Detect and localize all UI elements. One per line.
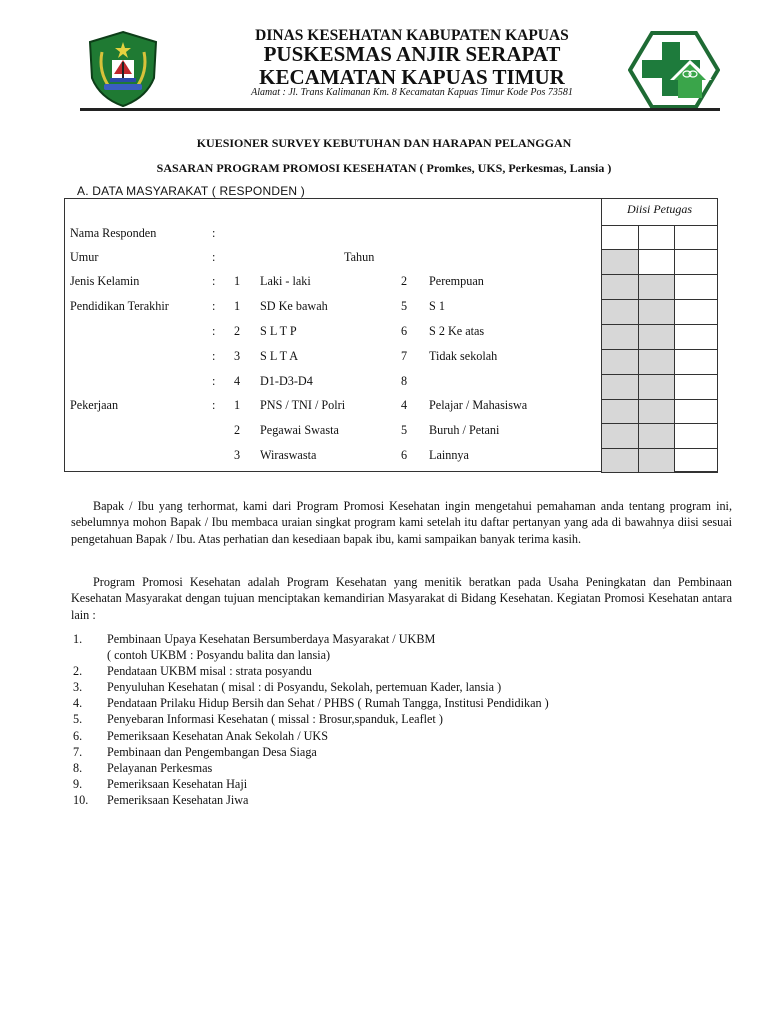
option-female[interactable]: Perempuan [429, 274, 484, 288]
list-number: 8. [73, 760, 83, 775]
program-paragraph: Program Promosi Kesehatan adalah Program Kesehatan yang menitik beratkan pada Usaha Peningkatan dan Pembinaan Kesehatan Masyarakat dengan tujuan menciptakan kemandirian Masyarakat di Bidang Kesehatan. Kegiatan Promosi Kesehatan antara lain : [71, 575, 732, 622]
district-name: KECAMATAN KAPUAS TIMUR [259, 65, 565, 89]
officer-cell[interactable] [601, 225, 639, 250]
officer-cell[interactable] [674, 249, 718, 275]
list-text: Pemeriksaan Kesehatan Anak Sekolah / UKS [107, 728, 329, 743]
officer-cell[interactable] [638, 225, 675, 250]
list-text: Pembinaan Upaya Kesehatan Bersumberdaya Masyarakat / UKBM [107, 632, 436, 646]
agency-name: DINAS KESEHATAN KABUPATEN KAPUAS [255, 27, 569, 44]
officer-grid [601, 198, 718, 473]
list-text: Pemeriksaan Kesehatan Haji [107, 776, 248, 791]
option-number: 1 [234, 398, 241, 412]
list-item [73, 695, 549, 711]
pendidikan-colon: : [212, 324, 216, 338]
list-item [73, 679, 549, 695]
list-item [73, 663, 549, 679]
nama-input[interactable] [225, 224, 590, 242]
umur-colon: : [212, 250, 216, 264]
option-number: 2 [234, 423, 241, 437]
officer-cell[interactable] [674, 423, 718, 449]
officer-cell-shaded [638, 423, 675, 449]
option-education[interactable]: Tidak sekolah [429, 349, 498, 363]
officer-grid-header: Diisi Petugas [601, 198, 718, 226]
pekerjaan-label: Pekerjaan [70, 398, 119, 412]
list-text: Penyebaran Informasi Kesehatan ( missal : Brosur,spanduk, Leaflet ) [107, 712, 443, 727]
option-education[interactable]: SD Ke bawah [260, 299, 328, 313]
list-text: Penyuluhan Kesehatan ( misal : di Posyandu, Sekolah, pertemuan Kader, lansia ) [107, 680, 502, 695]
option-education[interactable]: S L T P [260, 324, 297, 338]
list-item [73, 631, 549, 647]
officer-cell[interactable] [638, 249, 675, 275]
list-text: Pendataan UKBM misal : strata posyandu [107, 664, 312, 679]
officer-cell[interactable] [674, 299, 718, 325]
option-number: 5 [401, 299, 408, 313]
list-number: 5. [73, 712, 83, 727]
section-a-heading: A. DATA MASYARAKAT ( RESPONDEN ) [77, 184, 305, 198]
officer-cell[interactable] [674, 324, 718, 350]
list-number: 9. [73, 776, 83, 791]
option-number: 6 [401, 324, 408, 338]
kapuas-emblem-icon [86, 30, 160, 108]
officer-cell[interactable] [674, 448, 718, 473]
pendidikan-colon: : [212, 349, 216, 363]
address: Alamat : Jl. Trans Kalimanan Km. 8 Kecamatan Kapuas Timur Kode Pos 73581 [251, 87, 573, 98]
list-text: Pendataan Prilaku Hidup Bersih dan Sehat / PHBS ( Rumah Tangga, Institusi Pendidikan ) [107, 696, 549, 711]
officer-cell[interactable] [674, 349, 718, 375]
officer-cell[interactable] [674, 374, 718, 400]
officer-cell-shaded [601, 399, 639, 424]
option-number: 4 [401, 398, 408, 412]
option-number: 3 [234, 448, 241, 462]
list-subtext: ( contoh UKBM : Posyandu balita dan lansia) [107, 648, 331, 663]
officer-cell-shaded [601, 299, 639, 325]
option-education[interactable]: S L T A [260, 349, 299, 363]
option-number: 2 [234, 324, 241, 338]
officer-cell-shaded [638, 399, 675, 424]
list-text: Pemeriksaan Kesehatan Jiwa [107, 792, 249, 807]
list-number: 10. [73, 792, 89, 807]
option-education[interactable]: S 2 Ke atas [429, 324, 485, 338]
questionnaire-subtitle: SASARAN PROGRAM PROMOSI KESEHATAN ( Promkes, UKS, Perkesmas, Lansia ) [156, 161, 612, 175]
list-number: 4. [73, 696, 83, 711]
option-number: 3 [234, 349, 241, 363]
officer-cell-shaded [638, 448, 675, 473]
officer-cell-shaded [601, 349, 639, 375]
activities-list [73, 631, 549, 808]
option-number: 1 [234, 299, 241, 313]
officer-cell[interactable] [674, 274, 718, 300]
umur-unit: Tahun [344, 250, 375, 264]
list-text: Pembinaan dan Pengembangan Desa Siaga [107, 744, 317, 759]
puskesmas-logo-icon [628, 30, 720, 110]
pendidikan-colon: : [212, 299, 216, 313]
option-occupation[interactable]: Wiraswasta [260, 448, 317, 462]
officer-cell[interactable] [674, 399, 718, 424]
list-number: 6. [73, 728, 83, 743]
officer-cell-shaded [601, 274, 639, 300]
nama-colon: : [212, 226, 216, 240]
officer-cell[interactable] [674, 225, 718, 250]
jenis-kelamin-colon: : [212, 274, 216, 288]
officer-cell-shaded [638, 324, 675, 350]
officer-cell-shaded [638, 299, 675, 325]
officer-cell-shaded [601, 249, 639, 275]
list-item [73, 792, 549, 808]
option-number: 5 [401, 423, 408, 437]
option-occupation[interactable]: Pelajar / Mahasiswa [429, 398, 528, 412]
nama-label: Nama Responden [70, 226, 157, 240]
option-number: 8 [401, 374, 408, 388]
option-number: 1 [234, 274, 241, 288]
list-item-continuation [73, 647, 549, 663]
list-item [73, 744, 549, 760]
officer-cell-shaded [601, 423, 639, 449]
list-number: 1. [73, 632, 83, 646]
officer-cell-shaded [601, 374, 639, 400]
pendidikan-colon: : [212, 374, 216, 388]
option-number: 7 [401, 349, 408, 363]
officer-cell-shaded [638, 274, 675, 300]
option-education[interactable]: S 1 [429, 299, 445, 313]
list-number: 7. [73, 744, 83, 759]
option-number: 2 [401, 274, 408, 288]
intro-paragraph: Bapak / Ibu yang terhormat, kami dari Program Promosi Kesehatan ingin mengetahui pemahaman anda tentang program ini, sebelumnya mohon Bapak / Ibu membaca uraian singkat program kami setelah itu daftar pertanyan yang ada di bawahnya diisi sesuai pengetahuan Bapak / Ibu. Atas perhatian dan kesediaan bapak ibu, kami sampaikan banyak terima kasih. [71, 499, 732, 546]
list-item [73, 776, 549, 792]
list-item [73, 711, 549, 727]
officer-cell-shaded [601, 448, 639, 473]
officer-cell-shaded [601, 324, 639, 350]
facility-name: PUSKESMAS ANJIR SERAPAT [263, 42, 561, 66]
option-occupation[interactable]: Buruh / Petani [429, 423, 500, 437]
umur-label: Umur [70, 250, 99, 264]
option-occupation[interactable]: PNS / TNI / Polri [260, 398, 346, 412]
officer-cell-shaded [638, 349, 675, 375]
pekerjaan-colon: : [212, 398, 216, 412]
option-number: 4 [234, 374, 241, 388]
list-item [73, 760, 549, 776]
header-rule [80, 108, 720, 111]
option-number: 6 [401, 448, 408, 462]
option-occupation[interactable]: Pegawai Swasta [260, 423, 339, 437]
officer-cell-shaded [638, 374, 675, 400]
list-number: 2. [73, 664, 83, 679]
option-occupation[interactable]: Lainnya [429, 448, 469, 462]
jenis-kelamin-label: Jenis Kelamin [70, 274, 140, 288]
option-male[interactable]: Laki - laki [260, 274, 311, 288]
umur-input[interactable] [225, 248, 335, 266]
pendidikan-label: Pendidikan Terakhir [70, 299, 169, 313]
list-text: Pelayanan Perkesmas [107, 760, 213, 775]
questionnaire-title: KUESIONER SURVEY KEBUTUHAN DAN HARAPAN PELANGGAN [196, 136, 572, 150]
option-education[interactable]: D1-D3-D4 [260, 374, 313, 388]
list-item [73, 728, 549, 744]
list-number: 3. [73, 680, 83, 695]
